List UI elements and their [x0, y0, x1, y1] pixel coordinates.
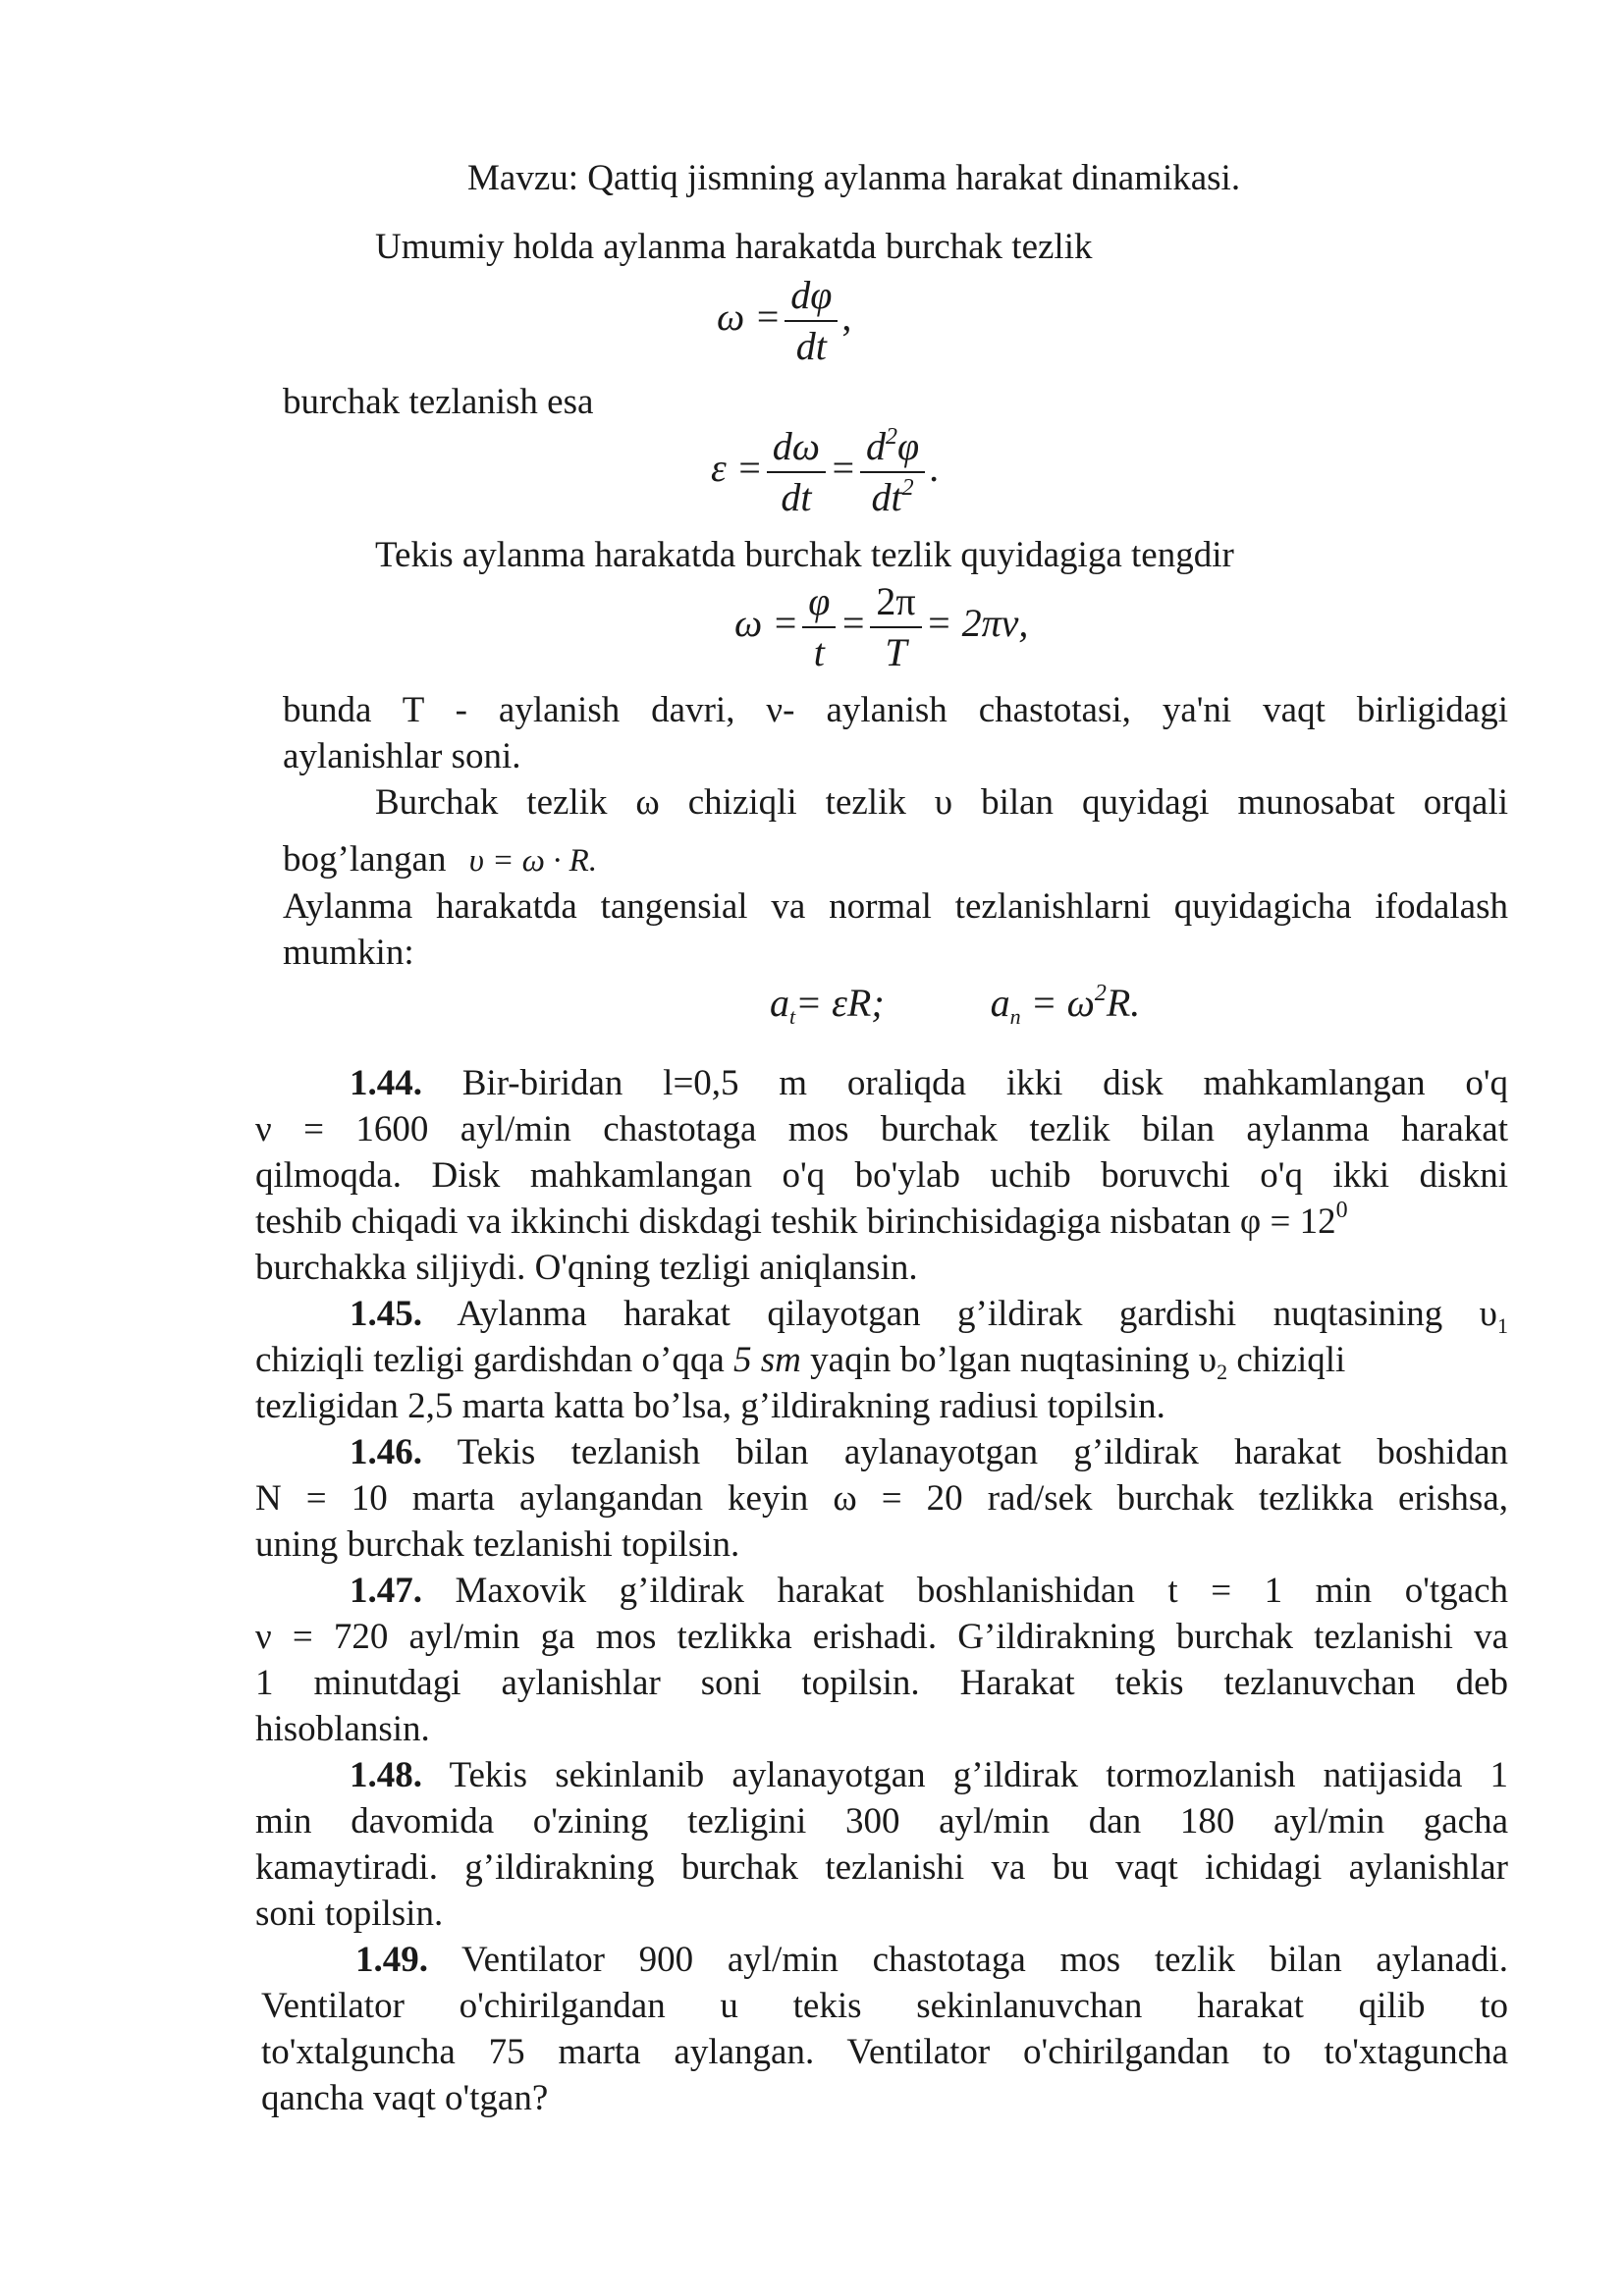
formula-linear-velocity: υ = ω · R.: [468, 843, 598, 879]
intro-line-1: Umumiy holda aylanma harakatda burchak tezlik: [375, 227, 1093, 267]
problem-1-46-line-3: uning burchak tezlanishi topilsin.: [255, 1524, 740, 1565]
intro-line-2: burchak tezlanish esa: [283, 382, 594, 422]
intro-line-7: bog’langan υ = ω · R.: [283, 839, 598, 880]
intro-line-3: Tekis aylanma harakatda burchak tezlik quyidagiga tengdir: [375, 535, 1234, 575]
problem-1-46-line-2: N = 10 marta aylangandan keyin ω = 20 rad/sek burchak tezlikka erishsa,: [255, 1478, 1508, 1519]
formula-tangential-normal: $a_t= \varepsilon R$; $a_n = \omega^2R$.: [770, 981, 1141, 1029]
intro-line-8: Aylanma harakatda tangensial va normal tezlanishlarni quyidagicha ifodalash: [283, 886, 1508, 927]
formula-angular-velocity: ω = $\frac{d\varphi}{dt}$ ,: [717, 273, 852, 368]
problem-1-48-line-3: kamaytiradi. g’ildirakning burchak tezlanishi va bu vaqt ichidagi aylanishlar: [255, 1847, 1508, 1888]
problem-1-44-line-1: 1.44. Bir-biridan l=0,5 m oraliqda ikki disk mahkamlangan o'q: [350, 1063, 1508, 1103]
page-title: Mavzu: Qattiq jismning aylanma harakat dinamikasi.: [467, 158, 1241, 198]
problem-1-48-line-2: min davomida o'zining tezligini 300 ayl/min dan 180 ayl/min gacha: [255, 1801, 1508, 1842]
problem-1-45-line-1: 1.45. Aylanma harakat qilayotgan g’ildirak gardishi nuqtasining $\upsilon_1$: [350, 1294, 1508, 1338]
problem-1-49-line-2: Ventilator o'chirilgandan u tekis sekinlanuvchan harakat qilib to: [261, 1986, 1508, 2026]
problem-1-44-line-2: ν = 1600 ayl/min chastotaga mos burchak tezlik bilan aylanma harakat: [255, 1109, 1508, 1149]
problem-1-49-line-4: qancha vaqt o'tgan?: [261, 2078, 549, 2118]
problem-1-46-line-1: 1.46. Tekis tezlanish bilan aylanayotgan g’ildirak harakat boshidan: [350, 1432, 1508, 1472]
problem-1-48-line-4: soni topilsin.: [255, 1894, 444, 1934]
problem-1-44-line-4: teshib chiqadi va ikkinchi diskdagi teshik birinchisidagiga nisbatan $\varphi = 12^0$: [255, 1198, 1348, 1242]
formula-uniform-rotation: ω = $\frac{\varphi}{t}$ = $\frac{2\pi}{T}$ = 2πν,: [734, 579, 1029, 674]
problem-1-47-line-1: 1.47. Maxovik g’ildirak harakat boshlanishidan t = 1 min o'tgach: [350, 1571, 1508, 1611]
problem-1-44-line-3: qilmoqda. Disk mahkamlangan o'q bo'ylab uchib boruvchi o'q ikki diskni: [255, 1155, 1508, 1196]
problem-1-45-line-2: chiziqli tezligi gardishdan o’qqa 5 sm yaqin bo’lgan nuqtasining $\upsilon_2$ chiziqli: [255, 1340, 1346, 1384]
formula-angular-acceleration: ε = $\frac{d\omega}{dt}$ = $\frac{d^2\varphi}{dt^2}$ .: [711, 424, 940, 519]
problem-1-44-line-5: burchakka siljiydi. O'qning tezligi aniqlansin.: [255, 1248, 918, 1288]
intro-line-5: aylanishlar soni.: [283, 736, 521, 776]
problem-1-47-line-3: 1 minutdagi aylanishlar soni topilsin. Harakat tekis tezlanuvchan deb: [255, 1663, 1508, 1703]
problem-1-49-line-3: to'xtalguncha 75 marta aylangan. Ventilator o'chirilgandan to to'xtaguncha: [261, 2032, 1508, 2072]
intro-line-4: bunda T - aylanish davri, ν- aylanish chastotasi, ya'ni vaqt birligidagi: [283, 690, 1508, 730]
problem-1-48-line-1: 1.48. Tekis sekinlanib aylanayotgan g’ildirak tormozlanish natijasida 1: [350, 1755, 1508, 1795]
intro-line-6: Burchak tezlik ω chiziqli tezlik υ bilan quyidagi munosabat orqali: [375, 782, 1508, 823]
problem-1-47-line-4: hisoblansin.: [255, 1709, 430, 1749]
problem-1-45-line-3: tezligidan 2,5 marta katta bo’lsa, g’ildirakning radiusi topilsin.: [255, 1386, 1165, 1426]
intro-line-9: mumkin:: [283, 933, 414, 973]
problem-1-49-line-1: 1.49. Ventilator 900 ayl/min chastotaga mos tezlik bilan aylanadi.: [355, 1940, 1508, 1980]
problem-1-47-line-2: ν = 720 ayl/min ga mos tezlikka erishadi. G’ildirakning burchak tezlanishi va: [255, 1617, 1508, 1657]
